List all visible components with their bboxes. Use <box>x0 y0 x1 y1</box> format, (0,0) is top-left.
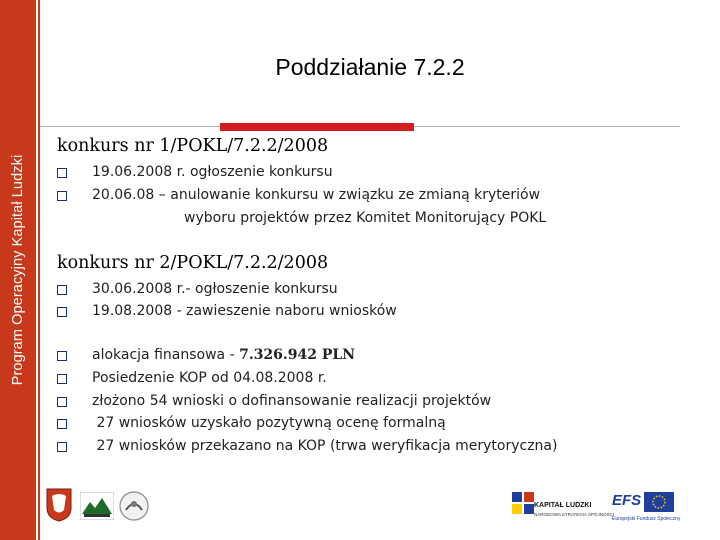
eu-caption: Europejski Fundusz Społeczny <box>612 516 681 522</box>
bullet-icon <box>57 419 67 429</box>
efs-logo: EFS <box>612 492 642 509</box>
region-crest-icon <box>46 488 72 522</box>
slide-title: Poddziałanie 7.2.2 <box>275 54 465 80</box>
sidebar <box>0 0 36 540</box>
section1-heading: konkurs nr 1/POKL/7.2.2/2008 <box>57 136 329 156</box>
kapital-ludzki-subtitle: NARODOWA STRATEGIA SPÓJNOŚCI <box>534 512 615 517</box>
bullet-icon <box>57 285 67 295</box>
title-accent-bar <box>220 123 414 131</box>
bullet-icon <box>57 442 67 452</box>
bullet-icon <box>57 397 67 407</box>
emblem-logo-icon <box>118 490 150 522</box>
bullet-icon <box>57 307 67 317</box>
section2-heading: konkurs nr 2/POKL/7.2.2/2008 <box>57 253 329 273</box>
bullet-icon <box>57 168 67 178</box>
allocation-value: 7.326.942 PLN <box>239 347 356 363</box>
bullet-icon <box>57 351 67 361</box>
kapital-ludzki-logo-icon <box>510 490 536 524</box>
eu-flag-icon <box>644 492 674 512</box>
bullet-icon <box>57 191 67 201</box>
sidebar-divider <box>38 0 40 540</box>
bullet-icon <box>57 374 67 384</box>
mountain-logo-icon <box>80 492 114 520</box>
sidebar-label: Program Operacyjny Kapitał Ludzki <box>10 154 26 386</box>
kapital-ludzki-title: KAPITAŁ LUDZKI <box>534 502 592 509</box>
